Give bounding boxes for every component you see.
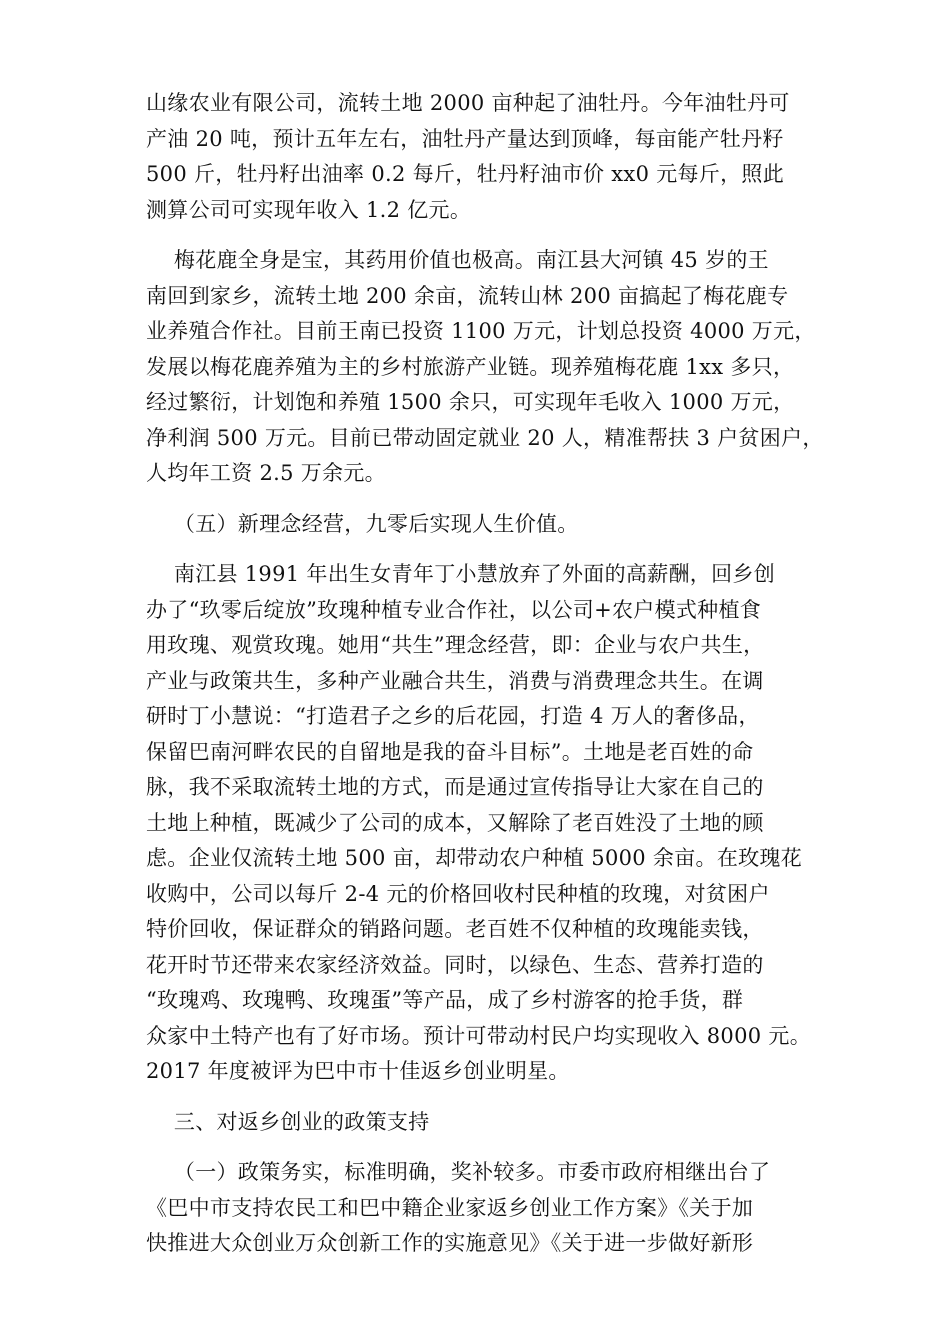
text-line: 虑。企业仅流转土地 500 亩，却带动农户种植 5000 余亩。在玫瑰花: [146, 846, 803, 870]
text-line: 业养殖合作社。目前王南已投资 1100 万元，计划总投资 4000 万元，: [146, 319, 816, 343]
text-line: 500 斤，牡丹籽出油率 0.2 每斤，牡丹籽油市价 xx0 元每斤，照此: [146, 162, 785, 186]
text-line: 特价回收，保证群众的销路问题。老百姓不仅种植的玫瑰能卖钱，: [146, 917, 764, 941]
text-line: 人均年工资 2.5 万余元。: [146, 461, 386, 485]
text-line: 土地上种植，既减少了公司的成本，又解除了老百姓没了土地的顾: [146, 810, 764, 835]
heading-line: 三、对返乡创业的政策支持: [146, 1109, 430, 1134]
text-line: 众家中土特产也有了好市场。预计可带动村民户均实现收入 8000 元。: [146, 1023, 811, 1048]
text-line: 产业与政策共生，多种产业融合共生，消费与消费理念共生。在调: [146, 668, 764, 693]
text-line: 南江县 1991 年出生女青年丁小慧放弃了外面的高薪酬，回乡创: [146, 562, 775, 586]
text-line: 研时丁小慧说：“打造君子之乡的后花园，打造 4 万人的奢侈品，: [146, 704, 760, 728]
text-line: 办了“玖零后绽放”玫瑰种植专业合作社，以公司+农户模式种植食: [146, 597, 762, 622]
text-line: 山缘农业有限公司，流转土地 2000 亩种起了油牡丹。今年油牡丹可: [146, 91, 790, 115]
text-line: （一）政策务实，标准明确，奖补较多。市委市政府相继出台了: [146, 1160, 771, 1184]
text-line: 发展以梅花鹿养殖为主的乡村旅游产业链。现养殖梅花鹿 1xx 多只，: [146, 354, 795, 379]
text-line: 产油 20 吨，预计五年左右，油牡丹产量达到顶峰，每亩能产牡丹籽: [146, 126, 784, 151]
text-line: 2017 年度被评为巴中市十佳返乡创业明星。: [146, 1059, 570, 1083]
text-line: 保留巴南河畔农民的自留地是我的奋斗目标”。土地是老百姓的命: [146, 739, 754, 764]
text-line: 脉，我不采取流转土地的方式，而是通过宣传指导让大家在自己的: [146, 775, 764, 799]
document-body: [146, 86, 824, 1277]
paragraph-peony-company: [146, 86, 816, 228]
section-heading-five: [146, 507, 816, 543]
paragraph-policy-support: [146, 1155, 816, 1262]
paragraph-rose-cooperative: [146, 557, 816, 1090]
text-line: 梅花鹿全身是宝，其药用价值也极高。南江县大河镇 45 岁的王: [146, 248, 769, 272]
text-line: 用玫瑰、观赏玫瑰。她用“共生”理念经营，即：企业与农户共生，: [146, 633, 765, 657]
text-line: 收购中，公司以每斤 2-4 元的价格回收村民种植的玫瑰，对贫困户: [146, 881, 770, 906]
text-line: 南回到家乡，流转土地 200 余亩，流转山林 200 亩搞起了梅花鹿专: [146, 283, 789, 308]
text-line: 经过繁衍，计划饱和养殖 1500 余只，可实现年毛收入 1000 万元，: [146, 390, 795, 414]
text-line: 快推进大众创业万众创新工作的实施意见》《关于进一步做好新形: [146, 1231, 754, 1255]
text-line: “玫瑰鸡、玫瑰鸭、玫瑰蛋”等产品，成了乡村游客的抢手货，群: [146, 988, 744, 1012]
text-line: 测算公司可实现年收入 1.2 亿元。: [146, 197, 472, 222]
text-line: 花开时节还带来农家经济效益。同时，以绿色、生态、营养打造的: [146, 952, 764, 977]
section-heading-three: [146, 1105, 816, 1141]
heading-line: （五）新理念经营，九零后实现人生价值。: [146, 511, 579, 536]
text-line: 《巴中市支持农民工和巴中籍企业家返乡创业工作方案》《关于加: [146, 1195, 754, 1220]
text-line: 净利润 500 万元。目前已带动固定就业 20 人，精准帮扶 3 户贫困户，: [146, 425, 824, 450]
paragraph-sika-deer: [146, 243, 824, 492]
